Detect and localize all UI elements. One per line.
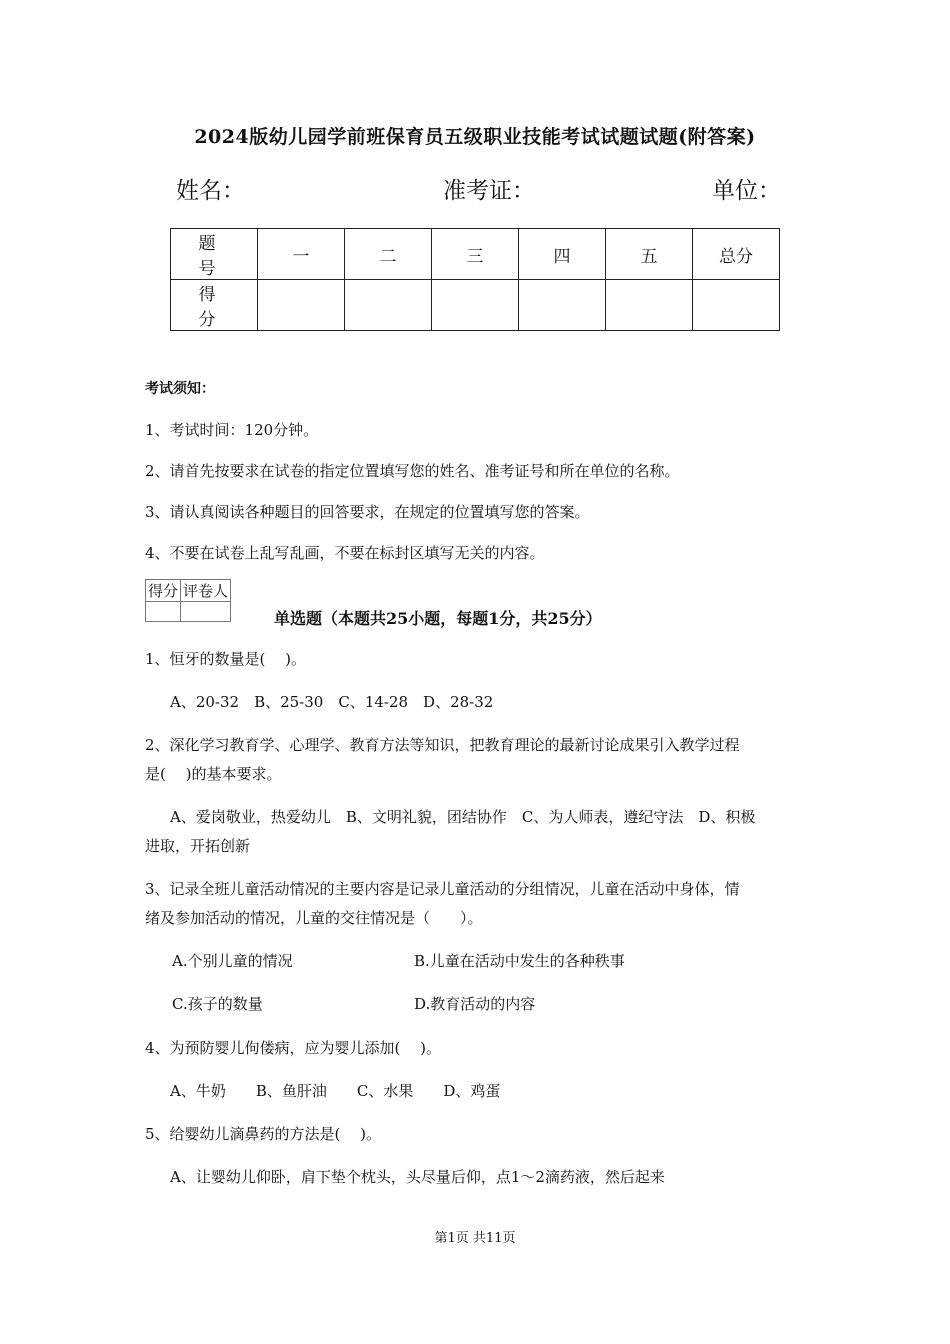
question-option: C.孩子的数量 <box>172 995 263 1013</box>
score-table-header-cell: 总分 <box>693 229 780 280</box>
question-stem: 5、给婴幼儿滴鼻药的方法是( )。 <box>145 1125 382 1143</box>
question-option: B.儿童在活动中发生的各种秩事 <box>414 952 625 970</box>
notice-item: 3、请认真阅读各种题目的回答要求，在规定的位置填写您的答案。 <box>145 503 590 521</box>
document-title: 2024版幼儿园学前班保育员五级职业技能考试试题试题(附答案) <box>194 126 756 148</box>
score-table-header-cell: 四 <box>519 229 606 280</box>
question-stem: 3、记录全班儿童活动情况的主要内容是记录儿童活动的分组情况，儿童在活动中身体，情 <box>145 880 740 898</box>
notice-heading: 考试须知： <box>145 381 215 397</box>
score-cell[interactable] <box>432 280 519 331</box>
score-cell[interactable] <box>519 280 606 331</box>
question-stem: 2、深化学习教育学、心理学、教育方法等知识，把教育理论的最新讨论成果引入教学过程 <box>145 736 740 754</box>
score-table-header-cell: 五 <box>606 229 693 280</box>
question-stem: 是( )的基本要求。 <box>145 765 282 783</box>
score-table-header-row <box>171 229 780 280</box>
grader-score-label: 得分 <box>146 580 181 602</box>
question-options: A、牛奶 B、鱼肝油 C、水果 D、鸡蛋 <box>170 1082 501 1100</box>
score-cell[interactable] <box>606 280 693 331</box>
question-stem: 4、为预防婴儿佝偻病，应为婴儿添加( )。 <box>145 1039 442 1057</box>
exam-id-label: 准考证： <box>443 178 535 204</box>
score-cell[interactable] <box>693 280 780 331</box>
score-table-header-cell: 三 <box>432 229 519 280</box>
name-label: 姓名： <box>176 178 245 204</box>
notice-item: 1、考试时间：120分钟。 <box>145 421 319 439</box>
grader-name-cell[interactable] <box>181 602 231 622</box>
score-table <box>170 228 780 331</box>
score-cell[interactable] <box>345 280 432 331</box>
question-option: A、让婴幼儿仰卧，肩下垫个枕头，头尽量后仰，点1～2滴药液，然后起来 <box>170 1168 665 1186</box>
question-stem: 绪及参加活动的情况，儿童的交往情况是（ ）。 <box>145 909 483 927</box>
score-table-header-cell: 一 <box>258 229 345 280</box>
page-footer: 第1页 共11页 <box>434 1231 516 1246</box>
question-options: A、20-32 B、25-30 C、14-28 D、28-32 <box>170 693 494 711</box>
score-cell[interactable] <box>258 280 345 331</box>
score-table-score-row <box>171 280 780 331</box>
grader-box <box>145 579 231 622</box>
unit-label: 单位： <box>712 178 781 204</box>
score-table-header-cell: 题 号 <box>171 229 258 280</box>
question-options: A、爱岗敬业，热爱幼儿 B、文明礼貌，团结协作 C、为人师表，遵纪守法 D、积极 <box>170 808 756 826</box>
score-table-header-cell: 二 <box>345 229 432 280</box>
question-options: 进取，开拓创新 <box>145 837 251 855</box>
notice-item: 4、不要在试卷上乱写乱画，不要在标封区填写无关的内容。 <box>145 544 545 562</box>
score-row-label: 得 分 <box>171 280 258 331</box>
question-option: A.个别儿童的情况 <box>172 952 293 970</box>
grader-score-cell[interactable] <box>146 602 181 622</box>
notice-item: 2、请首先按要求在试卷的指定位置填写您的姓名、准考证号和所在单位的名称。 <box>145 462 680 480</box>
question-stem: 1、恒牙的数量是( )。 <box>145 650 307 668</box>
question-option: D.教育活动的内容 <box>414 995 536 1013</box>
grader-name-label: 评卷人 <box>181 580 231 602</box>
section-title: 单选题（本题共25小题，每题1分，共25分） <box>274 609 602 628</box>
